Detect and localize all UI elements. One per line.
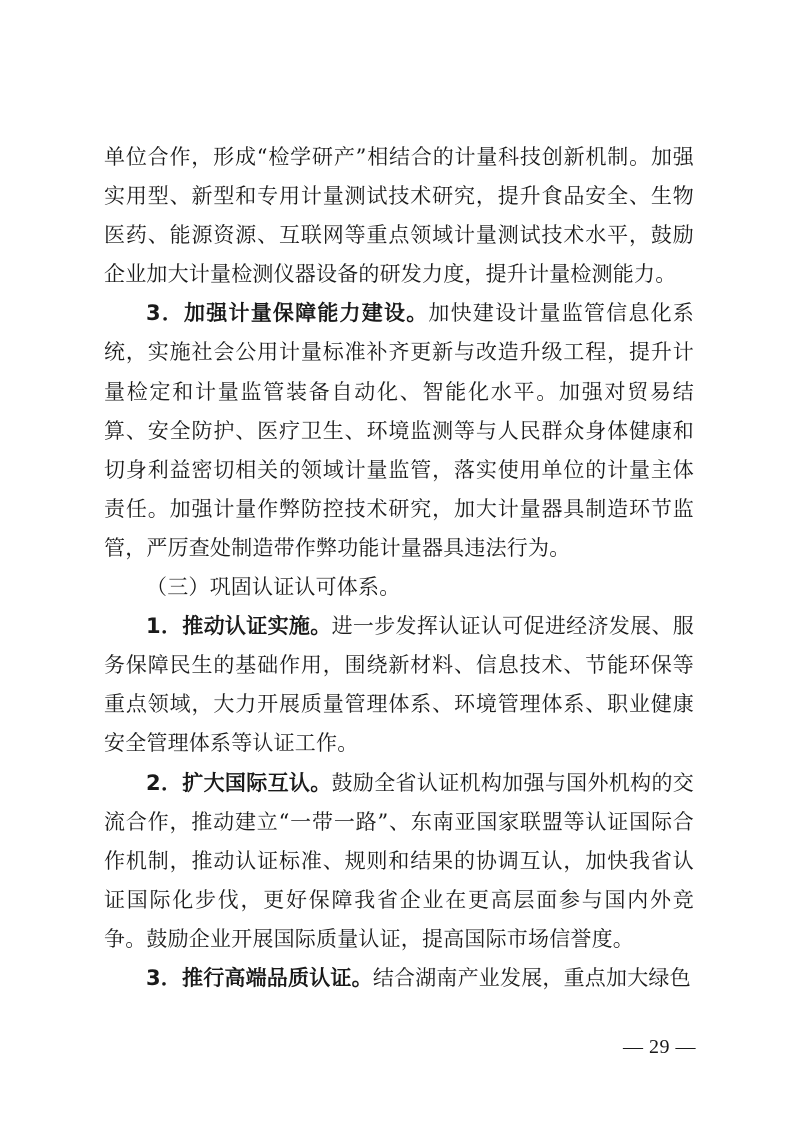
paragraph-measurement-assurance (104, 294, 694, 568)
page-number: — 29 — (623, 1036, 696, 1058)
paragraph-text: 鼓励全省认证机构加强与国外机构的交流合作，推动建立“一带一路”、东南亚国家联盟等认证国际合作机制，推动认证标准、规则和结果的协调互认，加快我省认证国际化步伐，更好保障我省企业在更高层面参与国内外竞争。鼓励企业开展国际质量认证，提高国际市场信誉度。 (104, 770, 694, 951)
paragraph-continuation (104, 138, 694, 294)
paragraph-heading: 3．加强计量保障能力建设。 (146, 301, 429, 326)
paragraph-international-recognition (104, 764, 694, 959)
paragraph-heading: 3．推行高端品质认证。 (146, 965, 373, 990)
paragraph-text: 加快建设计量监管信息化系统，实施社会公用计量标准补齐更新与改造升级工程，提升计量检定和计量监管装备自动化、智能化水平。加强对贸易结算、安全防护、医疗卫生、环境监测等与人民群众身体健康和切身利益密切相关的领域计量监管，落实使用单位的计量主体责任。加强计量作弊防控技术研究，加大计量器具制造环节监管，严厉查处制造带作弊功能计量器具违法行为。 (104, 301, 694, 560)
paragraph-text: 单位合作，形成“检学研产”相结合的计量科技创新机制。加强实用型、新型和专用计量测试技术研究，提升食品安全、生物医药、能源资源、互联网等重点领域计量测试技术水平，鼓励企业加大计量检测仪器设备的研发力度，提升计量检测能力。 (104, 145, 694, 287)
paragraph-text: 结合湖南产业发展，重点加大绿色 (372, 965, 691, 990)
body-text (104, 138, 694, 998)
paragraph-high-end-certification (104, 959, 694, 998)
section-heading-certification (104, 568, 694, 607)
paragraph-promote-certification (104, 607, 694, 763)
paragraph-heading: 1．推动认证实施。 (146, 614, 332, 639)
paragraph-heading: 2．扩大国际互认。 (146, 770, 332, 795)
section-heading-text: （三）巩固认证认可体系。 (146, 575, 401, 600)
paragraph-text: 进一步发挥认证认可促进经济发展、服务保障民生的基础作用，围绕新材料、信息技术、节能环保等重点领域，大力开展质量管理体系、环境管理体系、职业健康安全管理体系等认证工作。 (104, 614, 694, 756)
